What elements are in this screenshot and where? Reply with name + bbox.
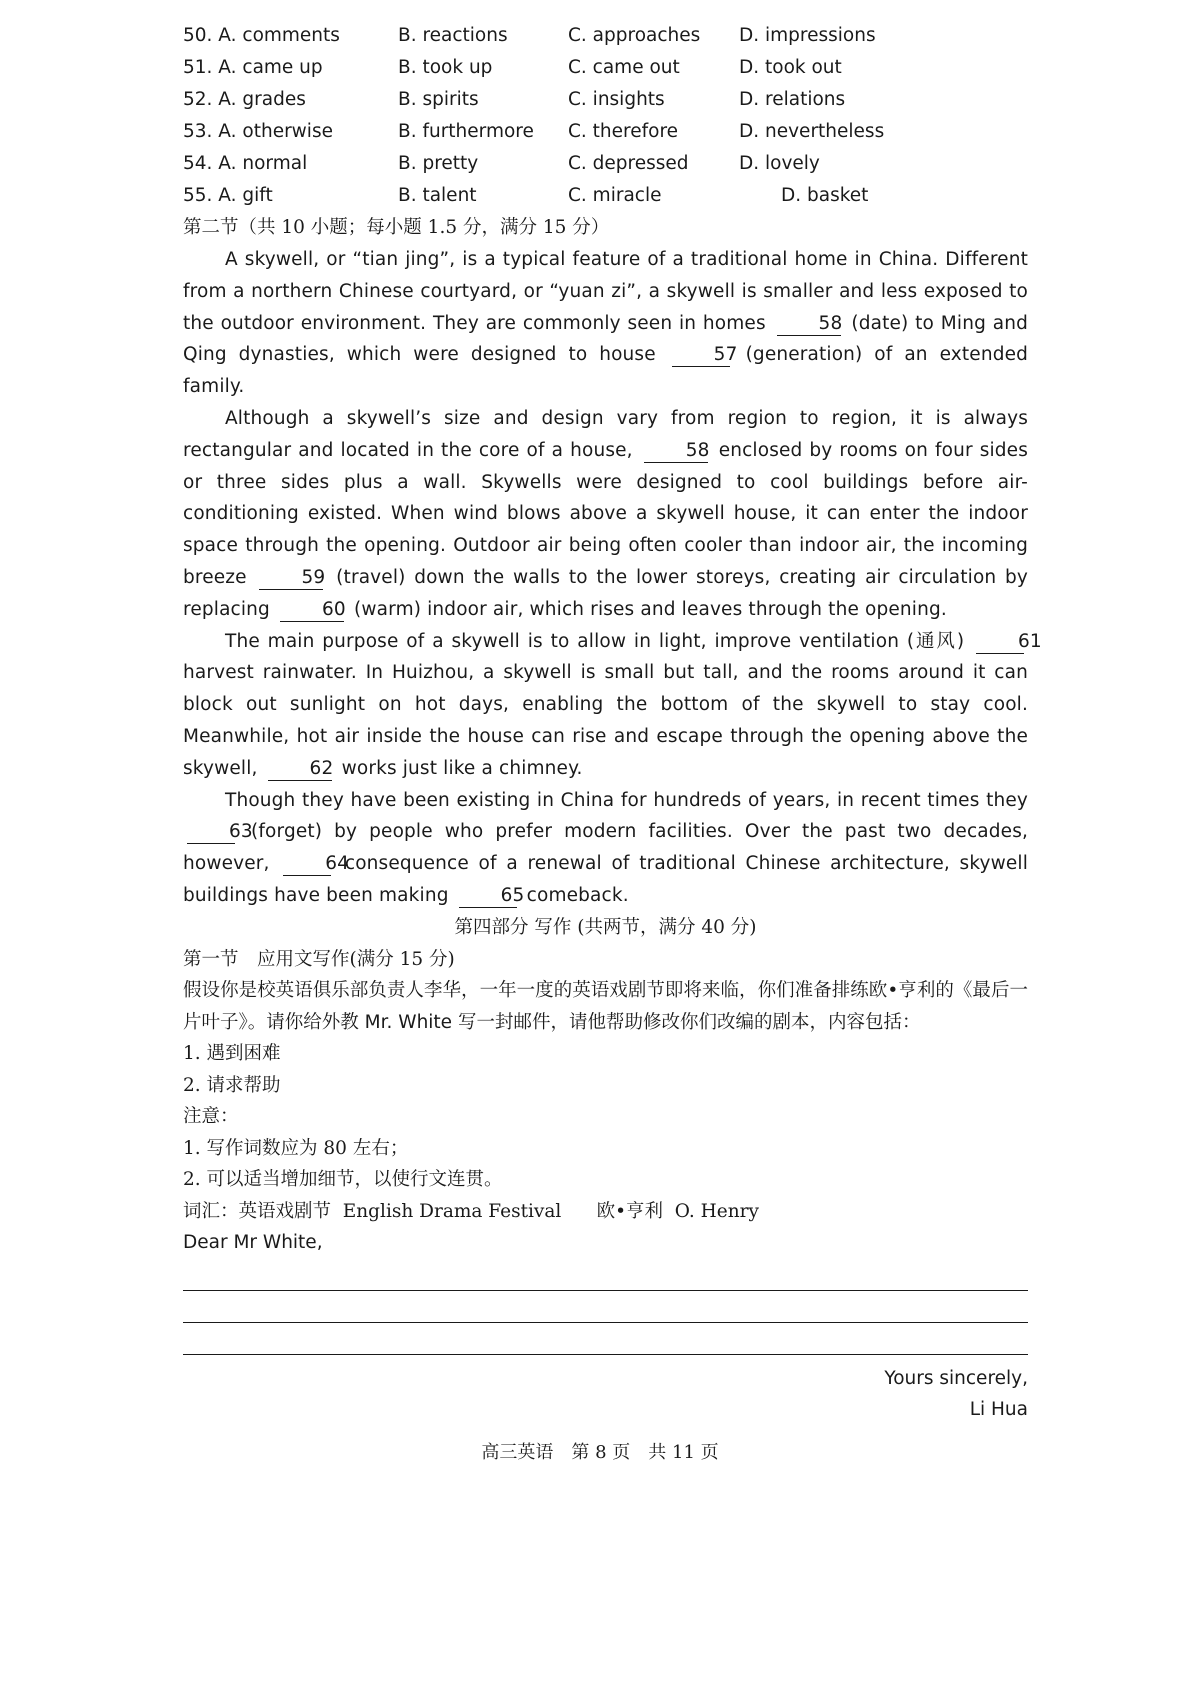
answer-blank-57: 57 xyxy=(672,344,730,367)
option-row xyxy=(183,180,1028,212)
prompt-text: 假设你是校英语俱乐部负责人李华，一年一度的英语戏剧节即将来临，你们准备排练欧•亨利的《最后一片叶子》。请你给外教 xyxy=(183,980,1028,1033)
answer-blank-65: 65 xyxy=(459,885,517,908)
option-row xyxy=(183,116,1028,148)
option-c: C. depressed xyxy=(568,153,689,174)
answer-blank-63: 63 xyxy=(187,821,235,844)
passage-paragraph-3 xyxy=(183,626,1042,785)
passage-text: enclosed by rooms on four sides or three sides plus a wall. Skywells were designed to cool buildings before air-conditioning existed. When wind blows above a skywell house, it can enter the indoor space through the opening. Outdoor air being often cooler than indoor air, the incoming breeze xyxy=(183,439,1029,588)
answer-blank-62: 62 xyxy=(268,758,332,781)
section2-heading: 第二节（共 10 小题；每小题 1.5 分，满分 15 分） xyxy=(183,217,610,238)
point-1: 1. 遇到困难 xyxy=(183,1043,281,1065)
option-d: D. relations xyxy=(739,89,846,110)
passage-text: comeback. xyxy=(526,884,629,906)
point-2: 2. 请求帮助 xyxy=(183,1074,281,1096)
writing-prompt xyxy=(183,975,1028,1038)
passage-text: The main purpose of a skywell is to allow in light, improve ventilation (通风) xyxy=(225,630,965,652)
option-row xyxy=(183,20,1028,52)
option-a: 52. A. grades xyxy=(183,89,306,110)
answer-blank-58: 58 xyxy=(777,313,841,336)
answer-blank-60: 60 xyxy=(280,599,344,622)
option-c: C. approaches xyxy=(568,25,701,46)
passage-text: Although a skywell’s size and design vary from region to region, it is always rectangular and located in the core of a house, xyxy=(183,407,1028,461)
option-c: C. insights xyxy=(568,89,665,110)
passage-text: works just like a chimney. xyxy=(341,757,583,779)
letter-signature: Li Hua xyxy=(969,1399,1028,1421)
page-content xyxy=(183,20,1042,1426)
passage-text: Though they have been existing in China for hundreds of years, in recent times they xyxy=(225,789,1028,811)
writing-line-2 xyxy=(183,1291,1028,1323)
option-b: B. talent xyxy=(398,185,477,206)
option-c: C. came out xyxy=(568,57,680,78)
passage-text: (forget) by people who prefer modern facilities. Over the past two decades, however, xyxy=(183,821,1029,875)
option-a: 51. A. came up xyxy=(183,57,323,78)
option-d: D. nevertheless xyxy=(739,121,885,142)
passage-text: (date) to Ming and Qing dynasties, which were designed to house xyxy=(183,312,1028,366)
letter-closing: Yours sincerely, xyxy=(884,1367,1028,1389)
page-footer: 高三英语 第 8 页 共 11 页 xyxy=(481,1442,719,1463)
option-d: D. took out xyxy=(739,57,842,78)
option-a: 54. A. normal xyxy=(183,153,308,174)
passage-text: (generation) of an extended family. xyxy=(183,344,1029,398)
letter-salutation: Dear Mr White, xyxy=(183,1232,323,1254)
part4-heading: 第四部分 写作 (共两节，满分 40 分) xyxy=(454,916,757,938)
note-2: 2. 可以适当增加细节，以使行文连贯。 xyxy=(183,1169,503,1191)
passage-paragraph-1 xyxy=(183,244,1028,403)
option-b: B. took up xyxy=(398,57,493,78)
passage-text: harvest rainwater. In Huizhou, a skywell is small but tall, and the rooms around it can block out sunlight on hot days, enabling the bottom of the skywell to stay cool. Meanwhile, hot air inside the house can rise and escape through the opening above the skywell, xyxy=(183,662,1028,779)
option-b: B. spirits xyxy=(398,89,479,110)
option-row xyxy=(183,52,1028,84)
prompt-text: 写一封邮件，请他帮助修改你们改编的剧本，内容包括： xyxy=(452,1011,921,1033)
writing-section-heading: 第一节 应用文写作(满分 15 分) xyxy=(183,948,455,970)
answer-blank-64: 64 xyxy=(283,853,331,876)
answer-blank-59: 59 xyxy=(259,567,323,590)
option-row xyxy=(183,84,1028,116)
passage-paragraph-4 xyxy=(183,785,1028,912)
option-row xyxy=(183,148,1028,180)
option-c: C. therefore xyxy=(568,121,679,142)
option-a: 53. A. otherwise xyxy=(183,121,333,142)
note-1: 1. 写作词数应为 80 左右； xyxy=(183,1137,409,1159)
option-a: 50. A. comments xyxy=(183,25,340,46)
option-d: D. lovely xyxy=(739,153,820,174)
answer-blank-58b: 58 xyxy=(644,440,708,463)
option-b: B. furthermore xyxy=(398,121,534,142)
notes-label: 注意： xyxy=(183,1106,239,1128)
passage-text: (warm) indoor air, which rises and leaves through the opening. xyxy=(354,598,947,620)
writing-line-1 xyxy=(183,1259,1028,1291)
vocabulary-line: 词汇：英语戏剧节 English Drama Festival 欧•亨利 O. Henry xyxy=(183,1200,759,1222)
answer-options xyxy=(183,20,1028,212)
passage-text: consequence of a renewal of traditional Chinese architecture, skywell buildings have been making xyxy=(183,853,1029,906)
option-d: D. basket xyxy=(781,185,869,206)
option-b: B. reactions xyxy=(398,25,508,46)
passage-text: (travel) down the walls to the lower storeys, creating air circulation by replacing xyxy=(183,566,1029,620)
option-c: C. miracle xyxy=(568,185,662,206)
prompt-teacher-name: Mr. White xyxy=(364,1011,453,1033)
passage-paragraph-2 xyxy=(183,403,1028,626)
option-b: B. pretty xyxy=(398,153,479,174)
option-a: 55. A. gift xyxy=(183,185,273,206)
writing-line-3 xyxy=(183,1323,1028,1355)
passage-text: A skywell, or “tian jing”, is a typical feature of a traditional home in China. Different from a northern Chinese courtyard, or “yuan zi”, a skywell is smaller and less exposed to the outdoor environment. They are commonly seen in homes xyxy=(183,249,1028,334)
answer-blank-61: 61 xyxy=(976,631,1024,654)
option-d: D. impressions xyxy=(739,25,876,46)
